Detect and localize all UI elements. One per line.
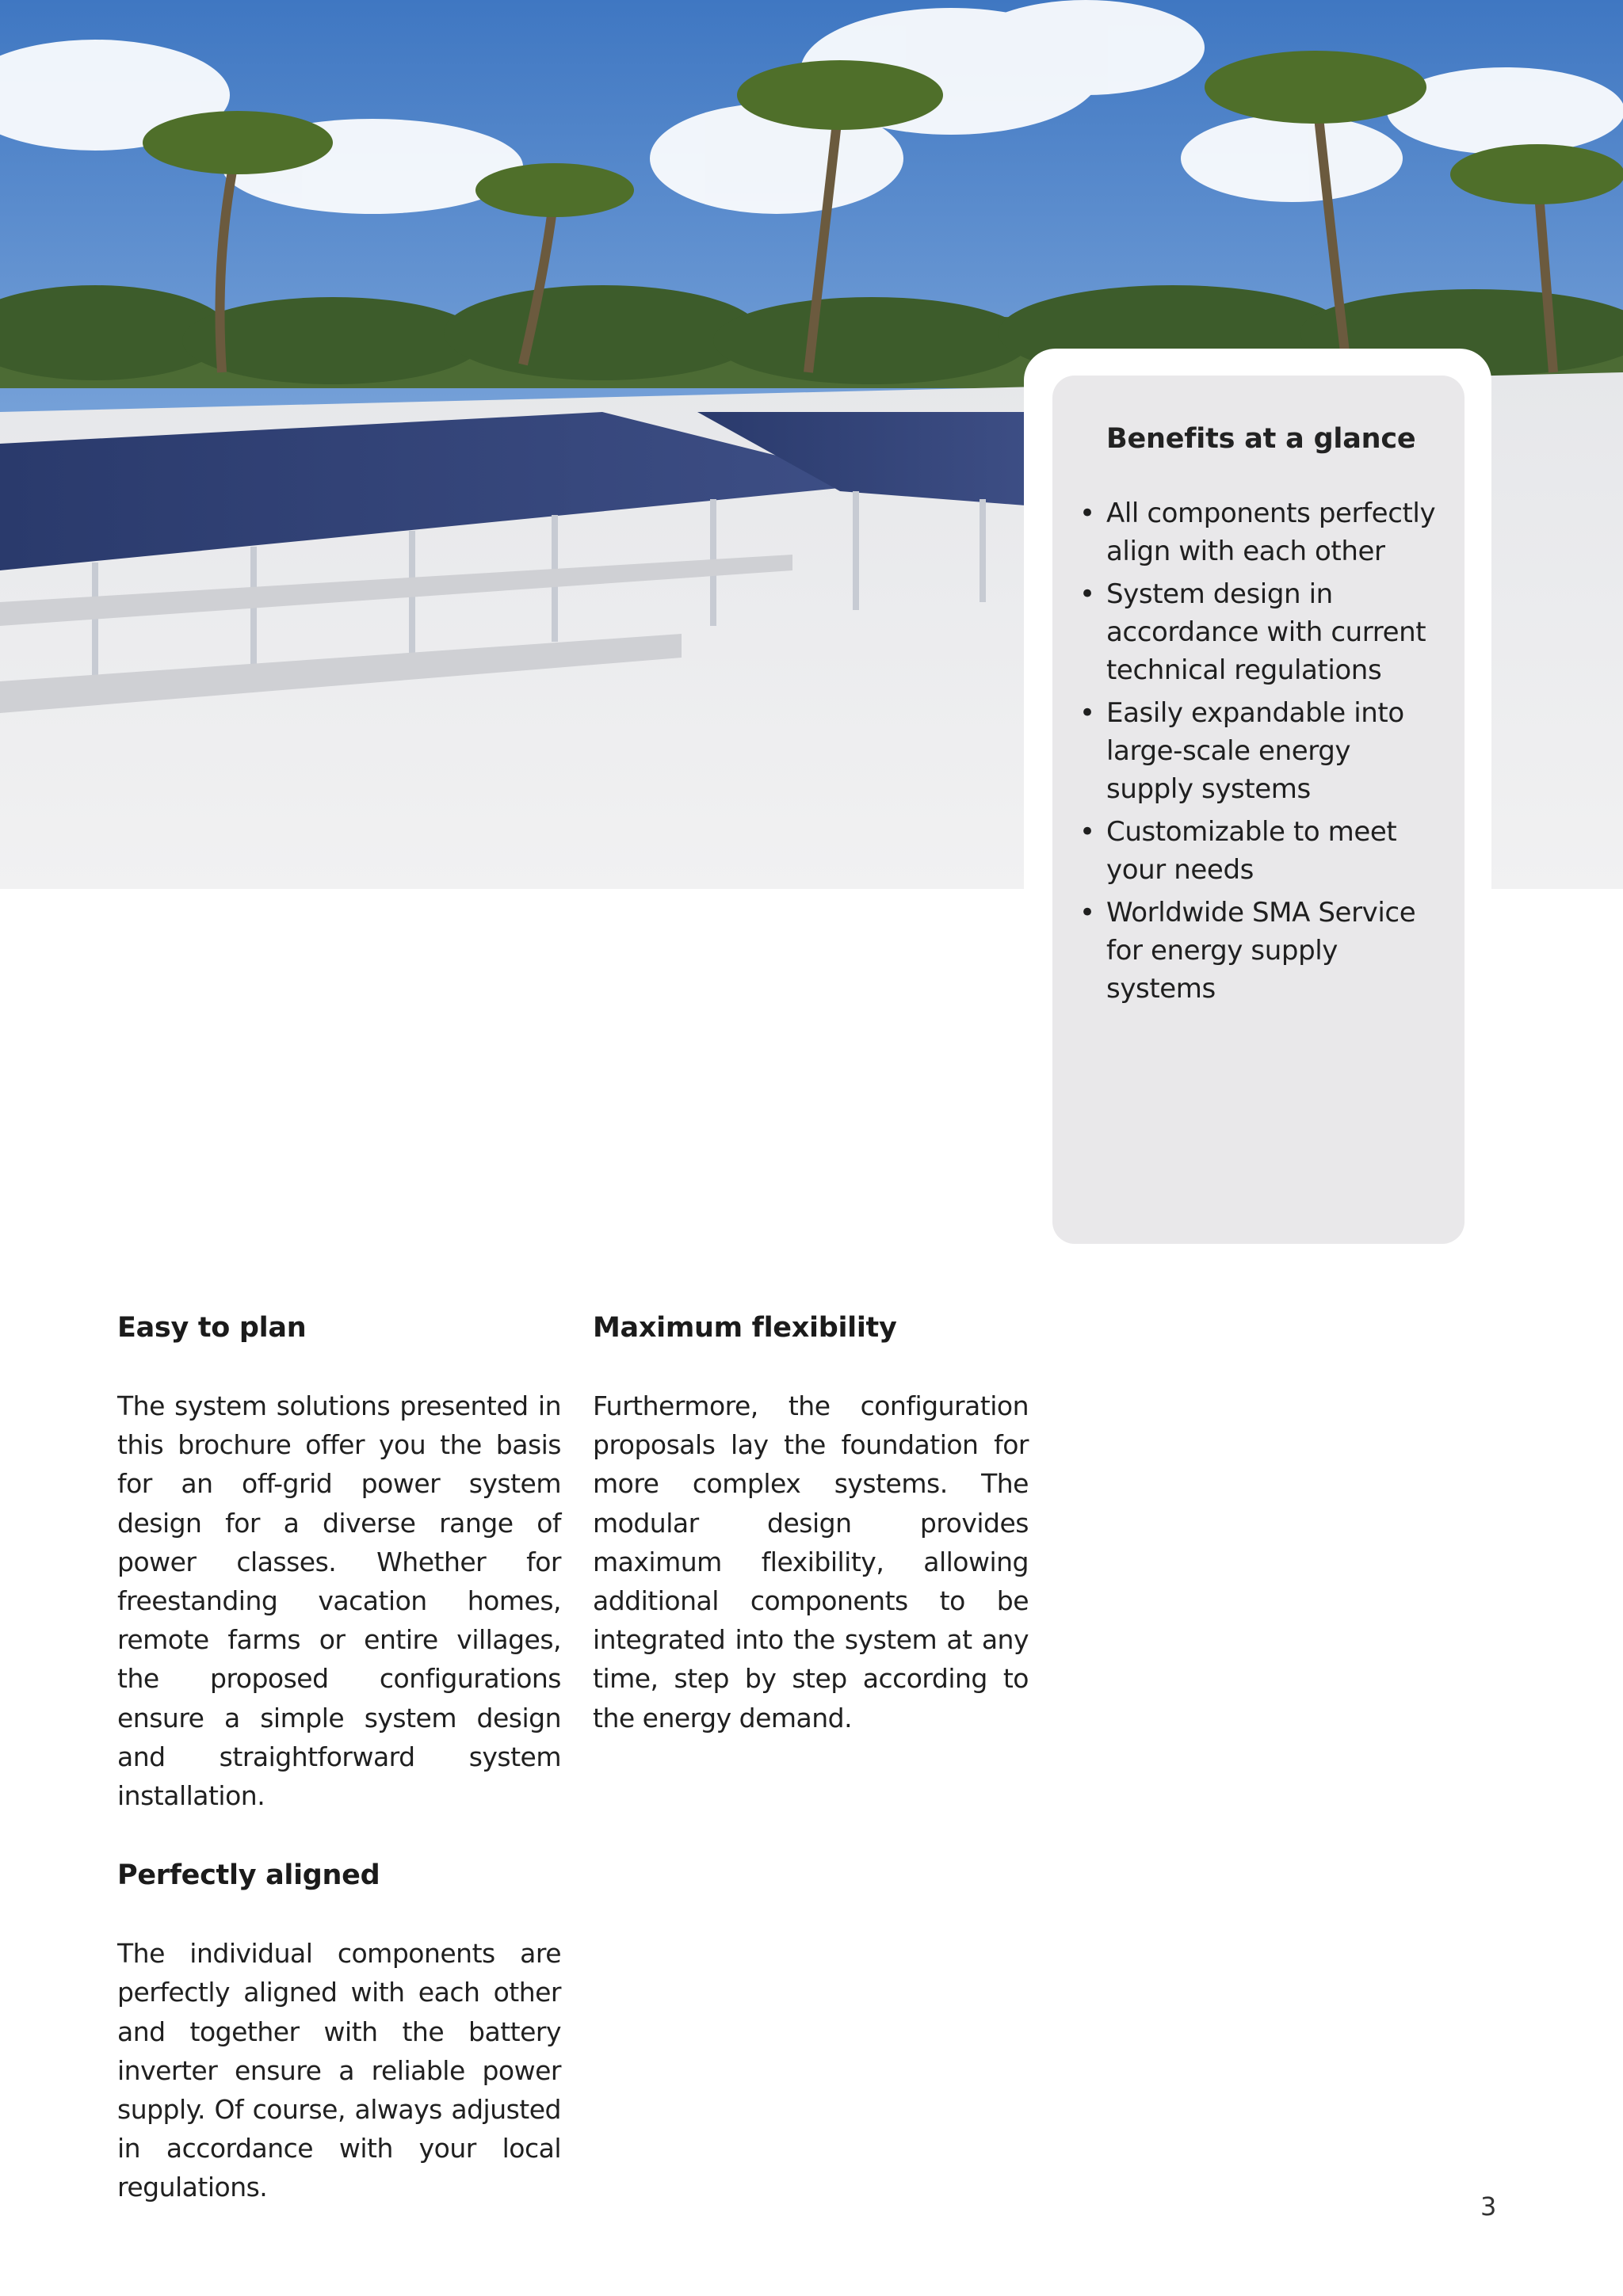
benefits-title: Benefits at a glance [1106, 423, 1416, 455]
benefit-item: • Easily expandable into large-scale energy supply systems [1106, 694, 1442, 808]
perfectly-aligned-heading: Perfectly aligned [117, 1859, 380, 1892]
perfectly-aligned-body: The individual components are perfectly aligned with each other and together with the battery inverter ensure a reliable power supply. Of course, always adjusted in accordance with your local regulations. [117, 1938, 561, 2203]
benefits-list [1106, 494, 1442, 1008]
left-column [117, 1307, 561, 2247]
benefit-item: • All components perfectly align with each other [1106, 494, 1442, 570]
benefits-panel [1052, 376, 1465, 1244]
middle-column [593, 1307, 1029, 1777]
page-number: 3 [1480, 2191, 1497, 2222]
easy-to-plan-heading: Easy to plan [117, 1312, 307, 1344]
benefit-item: • System design in accordance with current technical regulations [1106, 575, 1442, 689]
benefit-item: • Worldwide SMA Service for energy supply systems [1106, 894, 1442, 1008]
maximum-flexibility-body: Furthermore, the configuration proposals lay the foundation for more complex systems. The modular design provides maximum flexibility, allowing additional components to be integrated into the system at any time, step by step according to the energy demand. [593, 1390, 1029, 1733]
easy-to-plan-body: The system solutions presented in this brochure offer you the basis for an off-grid power system design for a diverse range of power classes. Whether for freestanding vacation homes, remote farms or entire villages, the proposed configurations ensure a simple system design and straightforward system installation. [117, 1390, 561, 1812]
benefit-item: • Customizable to meet your needs [1106, 813, 1442, 889]
maximum-flexibility-heading: Maximum flexibility [593, 1312, 897, 1344]
